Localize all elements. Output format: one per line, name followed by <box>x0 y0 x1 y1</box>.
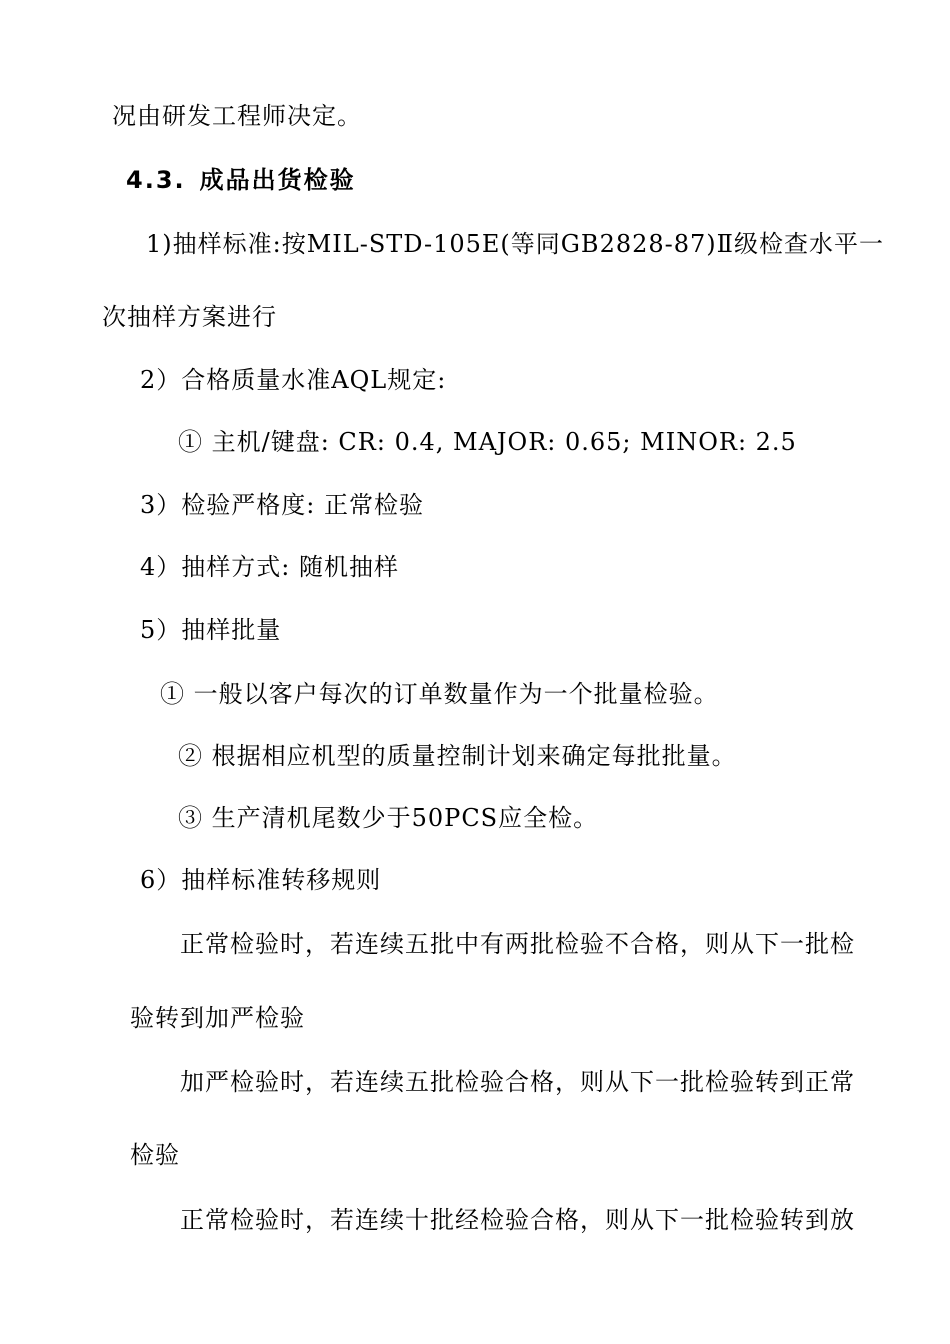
item-5-sampling-batch: 5）抽样批量 <box>140 616 282 644</box>
item-1-sampling-standard: 1)抽样标准:按MIL-STD-105E(等同GB2828-87)Ⅱ级检查水平一 <box>146 230 884 258</box>
section-title: 成品出货检验 <box>199 166 356 194</box>
rule-1-continuation: 验转到加严检验 <box>130 1004 305 1032</box>
item-5-sub-3: ③ 生产清机尾数少于50PCS应全检。 <box>178 804 599 832</box>
item-5-sub-1: ① 一般以客户每次的订单数量作为一个批量检验。 <box>160 680 719 708</box>
rule-2-continuation: 检验 <box>130 1141 180 1169</box>
item-2-aql: 2）合格质量水准AQL规定: <box>140 366 447 394</box>
item-6-switching-rules: 6）抽样标准转移规则 <box>140 866 382 894</box>
rule-3: 正常检验时，若连续十批经检验合格，则从下一批检验转到放 <box>180 1206 855 1234</box>
item-4-sampling-method: 4）抽样方式: 随机抽样 <box>140 553 399 581</box>
item-2-sub-1: ① 主机/键盘: CR: 0.4, MAJOR: 0.65; MINOR: 2.5 <box>178 428 797 456</box>
paragraph-line-continuation: 况由研发工程师决定。 <box>112 102 362 130</box>
section-number: 4.3. <box>126 166 186 194</box>
rule-1: 正常检验时，若连续五批中有两批检验不合格，则从下一批检 <box>180 930 855 958</box>
section-heading <box>126 165 356 195</box>
rule-2: 加严检验时，若连续五批检验合格，则从下一批检验转到正常 <box>180 1068 855 1096</box>
item-1-continuation: 次抽样方案进行 <box>102 303 277 331</box>
item-3-inspection-level: 3）检验严格度: 正常检验 <box>140 491 424 519</box>
item-5-sub-2: ② 根据相应机型的质量控制计划来确定每批批量。 <box>178 742 737 770</box>
